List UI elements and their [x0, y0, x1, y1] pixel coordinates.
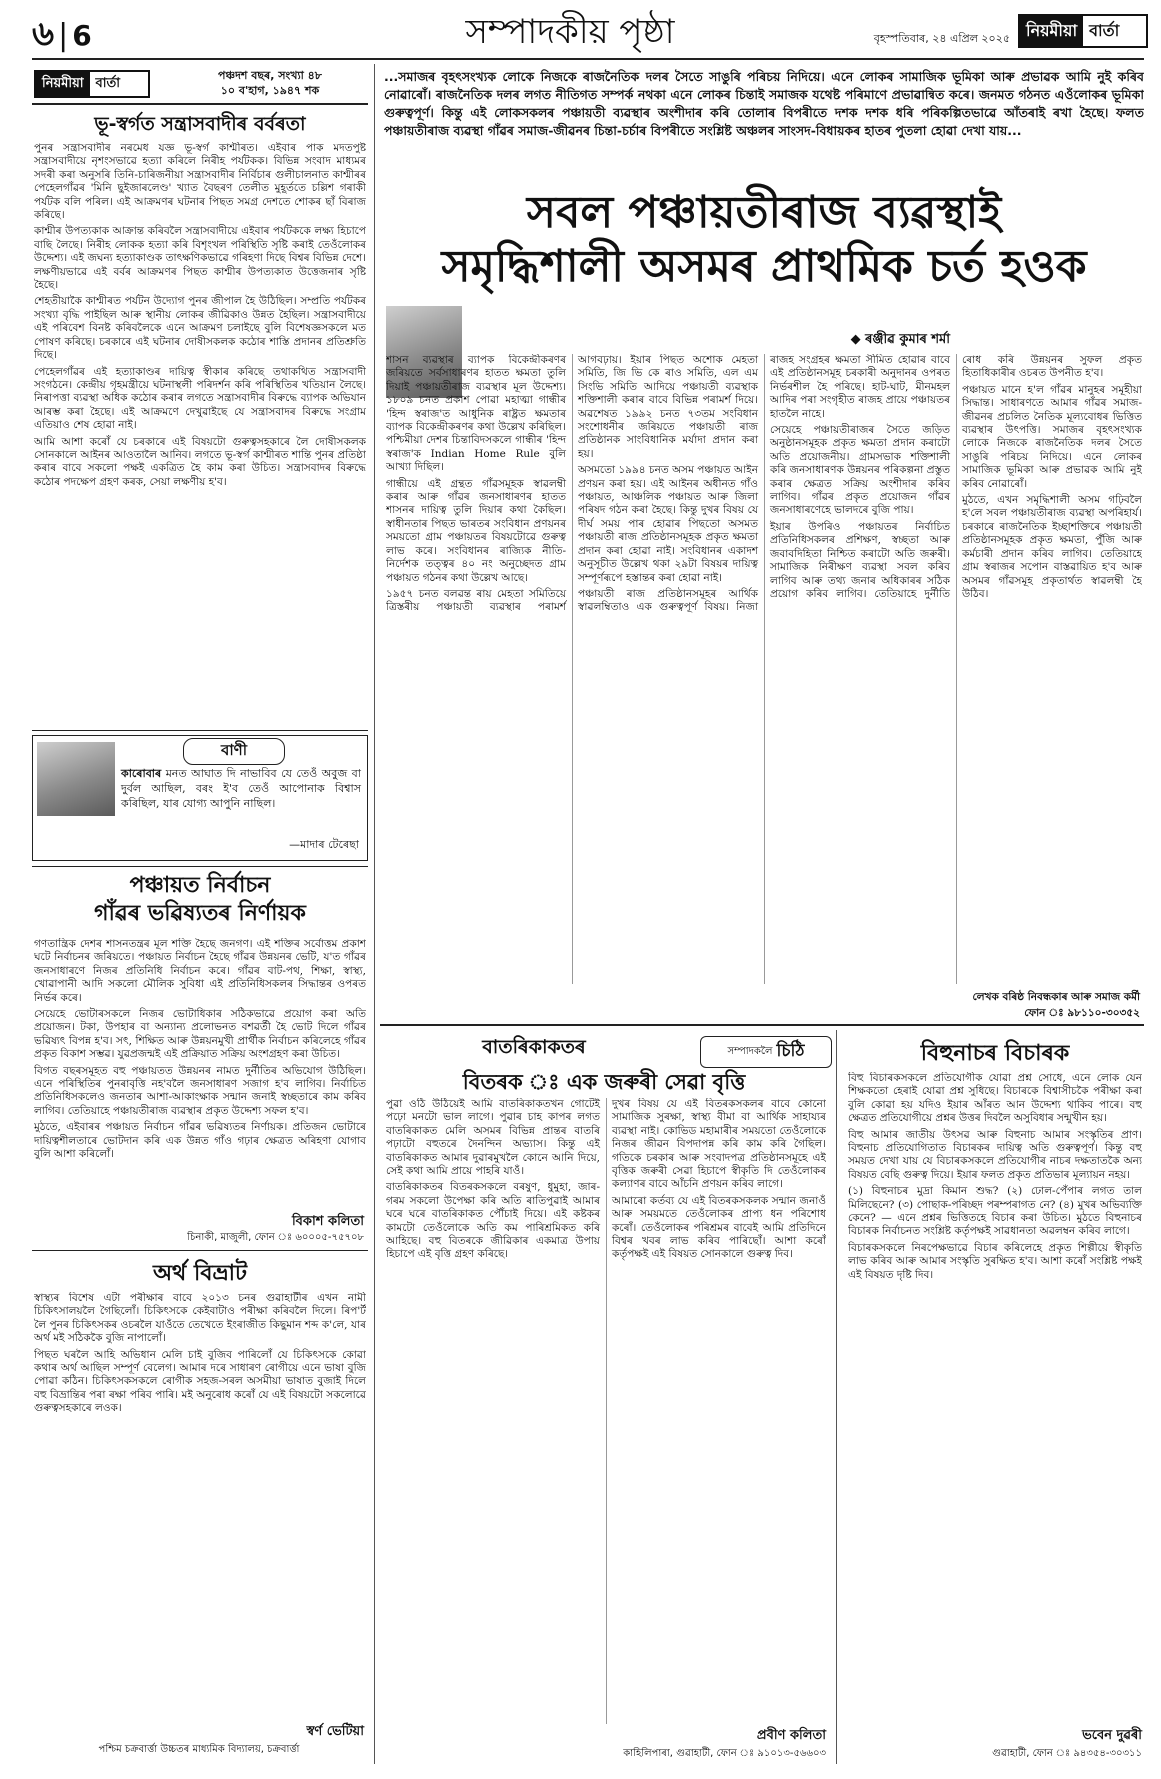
letter3-title: [384, 1034, 684, 1060]
letter4-paragraph: বিচাৰকসকলে নিৰপেক্ষভাৱে বিচাৰ কৰিলেহে প্ৰকৃত শিল্পীয়ে স্বীকৃতি লাভ কৰিব আৰু আমাৰ সংস্কৃতি সুৰক্ষিত হ'ব। আশা কৰোঁ সংশ্লিষ্ট পক্ষই এই বিষয়ত দৃষ্টি দিব।: [848, 1241, 1142, 1281]
letter3-body: [386, 1098, 826, 1724]
letter3-title-line1: বাতৰিকাকতৰ: [482, 1036, 586, 1058]
letter4-paragraph: (১) বিহুনাচৰ মুদ্ৰা কিমান শুদ্ধ? (২) ঢোল-পেঁপাৰ লগত তাল মিলিছেনে? (৩) পোছাক-পৰিচ্ছদ পৰম্পৰাগত নে? (৪) মুখৰ অভিব্যক্তি কেনে? — এনে প্ৰশ্নৰ ভিত্তিতহে বিচাৰ কৰা উচিত। মুঠতে বিহুনাচৰ বিচাৰক নিৰ্বাচনত সংশ্লিষ্ট কৰ্তৃপক্ষই সাৱধানতা অৱলম্বন কৰিব লাগে।: [848, 1185, 1142, 1238]
letter2-address: পশ্চিম চক্ৰবাৰ্ত্তা উচ্চতৰ মাধ্যমিক বিদ্যালয়, চক্ৰবাৰ্ত্তা: [98, 1744, 300, 1755]
main-headline: [384, 186, 1144, 294]
letter2-top-rule: [32, 1250, 368, 1251]
letter4-address: গুৱাহাটী, ফোন ঃ ৯৪৩৫৪-৩০৩১১: [992, 1748, 1142, 1759]
header-date: বৃহস্পতিবাৰ, ২৪ এপ্ৰিল ২০২৫: [873, 32, 1010, 45]
page-number-en: 6: [72, 19, 92, 52]
letter3-subtitle: বিতৰক ঃ এক জৰুৰী সেৱা বৃত্তি: [462, 1070, 746, 1094]
header-logo-part-a: নিয়মীয়া: [1020, 16, 1083, 46]
header-logo-part-b: বাৰ্তা: [1089, 20, 1120, 40]
letter1-title-line1: পঞ্চায়ত নিৰ্বাচন: [129, 873, 271, 898]
quote-author: —মাদাৰ টেৰেছা: [289, 838, 359, 851]
byline-name: ৰঞ্জীৱ কুমাৰ শৰ্মা: [865, 332, 950, 347]
article-paragraph: পঞ্চায়তী ৰাজ প্ৰতিষ্ঠানসমূহৰ আৰ্থিক স্বাৱলম্বিতাও এক গুৰুত্বপূৰ্ণ বিষয়। নিজা ৰাজহ সংগ্ৰহৰ ক্ষমতা সীমিত হোৱাৰ বাবে এই প্ৰতিষ্ঠানসমূহ চৰকাৰী অনুদানৰ ওপৰত নিৰ্ভৰশীল হৈ পৰিছে। হাট-ঘাট, মীনমহল আদিৰ পৰা সংগৃহীত ৰাজহ প্ৰায়ে পঞ্চায়তৰ হাতলৈ নাহে।: [578, 354, 950, 614]
letters-banner: [700, 1036, 832, 1068]
issue-line-1: পঞ্চদশ বছৰ, সংখ্যা ৪৮: [218, 69, 322, 82]
article-paragraph: গান্ধীয়ে এই গ্ৰন্থত গাঁৱসমূহক স্বাৱলম্বী কৰাৰ আৰু গাঁৱৰ জনসাধাৰণৰ হাতত শাসনৰ দায়িত্ব তুলি দিয়াৰ কথা কৈছিল। স্বাধীনতাৰ পিছত ভাৰতৰ সংবিধান প্ৰণয়নৰ সময়তো গ্ৰাম পঞ্চায়তৰ বিষয়টোৱে গুৰুত্ব লাভ কৰে। সংবিধানৰ ৰাজ্যিক নীতি-নিৰ্দেশক তত্ত্বৰ ৪০ নং অনুচ্ছেদত গ্ৰাম পঞ্চায়ত গঠনৰ কথা উল্লেখ আছে।: [386, 477, 566, 584]
letter2-body: [34, 1292, 366, 1710]
quote-body: মনত আঘাত দি নাভাবিব যে তেওঁ অবুজ বা দুৰ্বল আছিল, বৰং ই'ব তেওঁ আপোনাক বিশ্বাস কৰিছিল, যাৰ যোগ্য আপুনি নাছিল।: [121, 767, 361, 810]
letter4-body: [848, 1072, 1142, 1724]
editorial-paragraph: পেহেলগাঁৱৰ এই হত্যাকাণ্ডৰ দায়িত্ব স্বীকাৰ কৰিছে তথাকথিত সন্ত্ৰাসবাদী সংগঠনে। কেন্দ্ৰীয় গৃহমন্ত্ৰীয়ে ঘটনাস্থলী পৰিদৰ্শন কৰি পৰিস্থিতিৰ খতিয়ান লৈছে। নিৰাপত্তা ব্যৱস্থা অধিক কঠোৰ কৰাৰ লগতে সন্ত্ৰাসবাদীৰ বিৰুদ্ধে ব্যাপক অভিযান আৰম্ভ কৰা হৈছে। এই আক্ৰমণে দেখুৱাইছে যে সন্ত্ৰাসবাদৰ বিৰুদ্ধে সংগ্ৰাম এতিয়াও শেষ হোৱা নাই।: [34, 365, 366, 432]
editorial-bottom-rule: [32, 730, 368, 731]
header-logo: [1018, 14, 1148, 48]
section-title: সম্পাদকীয় পৃষ্ঠা: [465, 12, 675, 52]
letter2-paragraph: পিছত ঘৰলৈ আহি অভিধান মেলি চাই বুজিব পাৰিলোঁ যে চিকিৎসকে কোৱা কথাৰ অৰ্থ আছিল সম্পূৰ্ণ বেলেগ। আমাৰ দৰে সাধাৰণ ৰোগীয়ে এনে ভাষা বুজি পোৱা কঠিন। চিকিৎসকসকলে ৰোগীক সহজ-সৰল অসমীয়া ভাষাত বুজাই দিলে বহু বিভ্ৰান্তিৰ পৰা ৰক্ষা পৰিব পাৰি। মই অনুৰোধ কৰোঁ যে এই বিষয়টো সকলোৱে গুৰুত্বসহকাৰে লওক।: [34, 1348, 366, 1415]
main-article-body: [386, 354, 1142, 984]
letters-banner-main: চিঠি: [776, 1041, 805, 1061]
main-headline-line2: সমৃদ্ধিশালী অসমৰ প্ৰাথমিক চৰ্ত হওক: [441, 241, 1087, 292]
letter1-body: [34, 938, 366, 1210]
masthead-rule: [32, 103, 368, 105]
quote-author-photo: [37, 742, 115, 816]
letters-column-separator: [836, 1030, 837, 1764]
letter2-paragraph: স্বাস্থ্যৰ বিশেষ এটা পৰীক্ষাৰ বাবে ২০১৩ চনৰ গুৱাহাটীৰ এখন নামী চিকিৎসালয়লৈ গৈছিলোঁ। চিকিৎসকে কেইবাটাও পৰীক্ষা কৰিবলৈ দিলে। ৰিপ'ৰ্ট লৈ পুনৰ চিকিৎসকৰ ওচৰলৈ যাওঁতে তেখেতে ইংৰাজীত কিছুমান শব্দ ক'লে, যাৰ অৰ্থ মই সঠিককৈ বুজি নাপালোঁ।: [34, 1292, 366, 1345]
letter3-paragraph: পুৱা ওঠি উঠিয়েই আমি বাতৰিকাকতখন গোটেই পঢ়ো মনটো ভাল লাগে। পুৱাৰ চাহ কাপৰ লগত বাতৰিকাকত মেলি অসমৰ বিভিন্ন প্ৰান্তৰ বাতৰি পঢ়াটো বহুতৰে দৈনন্দিন অভ্যাস। কিন্তু এই বাতৰিকাকত আমাৰ দুৱাৰমুখলৈ কোনে আনি দিয়ে, সেই কথা আমি প্ৰায়ে পাহৰি যাওঁ।: [386, 1098, 600, 1178]
letter4-author: ভবেন দুৱৰী: [1082, 1728, 1142, 1743]
quote-box: [32, 735, 368, 861]
letter1-title: [32, 872, 368, 928]
article-paragraph: অসমতো ১৯৯৪ চনত অসম পঞ্চায়ত আইন প্ৰণয়ন কৰা হয়। এই আইনৰ অধীনত গাঁও পঞ্চায়ত, আঞ্চলিক পঞ্চায়ত আৰু জিলা পৰিষদ গঠন কৰা হৈছে। কিন্তু দুখৰ বিষয় যে দীৰ্ঘ সময় পাৰ হোৱাৰ পিছতো অসমত পঞ্চায়তী ৰাজ প্ৰতিষ্ঠানসমূহক প্ৰকৃত ক্ষমতা প্ৰদান কৰা হোৱা নাই। সংবিধানৰ একাদশ অনুসূচীত উল্লেখ থকা ২৯টা বিষয়ৰ দায়িত্ব সম্পূৰ্ণৰূপে হস্তান্তৰ কৰা হোৱা নাই।: [578, 464, 759, 584]
article-paragraph: সেয়েহে পঞ্চায়তীৰাজৰ সৈতে জড়িত অনুষ্ঠানসমূহক প্ৰকৃত ক্ষমতা প্ৰদান কৰাটো অতি প্ৰয়োজনীয়। গ্ৰামসভাক শক্তিশালী কৰি জনসাধাৰণক উন্নয়নৰ পৰিকল্পনা প্ৰস্তুত কৰাৰ ক্ষেত্ৰত সক্ৰিয় অংশীদাৰ কৰিব লাগিব। গাঁৱৰ প্ৰকৃত প্ৰয়োজন গাঁৱৰ জনসাধাৰণেহে ভালদৰে বুজি পায়।: [770, 424, 950, 517]
article-bottom-rule: [380, 1024, 1144, 1026]
letter1-paragraph: মুঠতে, এইবাৰৰ পঞ্চায়ত নিৰ্বাচন গাঁৱৰ ভৱিষ্যতৰ নিৰ্ণায়ক। প্ৰতিজন ভোটাৰে দায়িত্বশীলতাৰে ভোটদান কৰি এক উন্নত গাঁও গঢ়াৰ ক্ষেত্ৰত অৰিহণা যোগাব বুলি আশা কৰিলোঁ।: [34, 1121, 366, 1161]
editorial-paragraph: পুনৰ সন্ত্ৰাসবাদীৰ নৰমেধ যজ্ঞ ভূ-স্বৰ্গ কাশ্মীৰত। এইবাৰ পাক মদতপুষ্ট সন্ত্ৰাসবাদীয়ে নৃশংসভাৱে হত্যা কৰিলে নিৰীহ পৰ্যটকক। বিভিন্ন সংবাদ মাধ্যমৰ সদৰী কৰা অনুসৰি তিনি-চাৰিজনীয়া সন্ত্ৰাসবাদীৰ নিৰ্বিচাৰ গুলীচালনাত কাশ্মীৰৰ পেহেলগাঁৱৰ 'মিনি ছুইজাৰলেণ্ড' খ্যাত বৈছৰণ তেলীত মুহূৰ্ততে চল্লিশ গৰাকী পৰ্যটক বলি পৰিল। এই আক্ৰমণৰ ঘটনাৰ পিছত সমগ্ৰ দেশতে শোকৰ ছাঁ বিৰাজ কৰিছে।: [34, 142, 366, 222]
quote-text: [121, 766, 361, 811]
editorial-paragraph: কাশ্মীৰ উপত্যকাক আক্ৰান্ত কৰিবলৈ সন্ত্ৰাসবাদীয়ে এইবাৰ পৰ্যটককে লক্ষ্য হিচাপে বাছি লৈছে। নিৰীহ লোকক হত্যা কৰি বিশৃংখল পৰিস্থিতি সৃষ্টি কৰাই তেওঁলোকৰ উদ্দেশ্য। এই জঘন্য হত্যাকাণ্ডক তাৎক্ষণিকভাৱে গৰিহণা দিছে বিশ্বৰ বিভিন্ন দেশে। লক্ষণীয়ভাৱে এই বৰ্বৰ আক্ৰমণৰ পিছত কাশ্মীৰ উপত্যকাত উত্তেজনাৰ সৃষ্টি হৈছে।: [34, 225, 366, 292]
letter1-top-rule: [32, 866, 368, 867]
masthead-logo-part-b: বাৰ্তা: [95, 75, 121, 91]
editorial-paragraph: শেহতীয়াকৈ কাশ্মীৰত পৰ্যটন উদ্যোগ পুনৰ জীপাল হৈ উঠিছিল। সম্প্ৰতি পৰ্যটকৰ সংখ্যা বৃদ্ধি পাইছিল আৰু স্থানীয় লোকৰ জীৱিকাও উন্নত হৈছিল। সন্ত্ৰাসবাদীয়ে এই পৰিবেশ বিনষ্ট কৰিবলৈকে এনে আক্ৰমণ চলাইছে বুলি বিশেষজ্ঞসকলে মত পোষণ কৰিছে। চৰকাৰে এই ঘটনাৰ দোষীসকলক কঠোৰ শাস্তি প্ৰদানৰ প্ৰতিশ্ৰুতি দিছে।: [34, 295, 366, 362]
article-paragraph: ১৯৫৭ চনত বলৱন্ত ৰায় মেহতা সমিতিয়ে ত্ৰিস্তৰীয় পঞ্চায়তী ব্যৱস্থাৰ পৰামৰ্শ আগবঢ়ায়। ইয়াৰ পিছত অশোক মেহতা সমিতি, জি ভি কে ৰাও সমিতি, এল এম সিংভি সমিতি আদিয়ে পঞ্চায়তী ব্যৱস্থাক শক্তিশালী কৰাৰ বাবে বিভিন্ন পৰামৰ্শ দিয়ে। অৱশেষত ১৯৯২ চনত ৭৩তম সংবিধান সংশোধনীৰ জৰিয়তে পঞ্চায়তী ৰাজ প্ৰতিষ্ঠানক সাংবিধানিক মৰ্যাদা প্ৰদান কৰা হয়।: [386, 354, 758, 614]
masthead-logo-part-a: নিয়মীয়া: [36, 72, 90, 96]
article-paragraph: মুঠতে, এখন সমৃদ্ধিশালী অসম গঢ়িবলৈ হ'লে সবল পঞ্চায়তীৰাজ ব্যৱস্থা অপৰিহাৰ্য। চৰকাৰে ৰাজনৈতিক ইচ্ছাশক্তিৰে পঞ্চায়তী প্ৰতিষ্ঠানসমূহক প্ৰকৃত ক্ষমতা, পুঁজি আৰু কৰ্মচাৰী প্ৰদান কৰিব লাগিব। তেতিয়াহে গ্ৰাম স্বৰাজৰ সপোন বাস্তৱায়িত হ'ব আৰু অসমৰ গাঁৱসমূহ প্ৰকৃতাৰ্থত স্বাৱলম্বী হৈ উঠিব।: [962, 494, 1142, 600]
article-paragraph: পঞ্চায়ত মানে হ'ল গাঁৱৰ মানুহৰ সমূহীয়া সিদ্ধান্ত। সাধাৰণতে আমাৰ গাঁৱৰ সমাজ-জীৱনৰ প্ৰচলিত নৈতিক মূল্যবোধৰ ভিত্তিত ব্যৱস্থাৰ উৎপত্তি। সমাজৰ বৃহৎসংখ্যক লোকে নিজকে ৰাজনৈতিক দলৰ সৈতে সাঙুৰি পৰিচয় নিদিয়ে। এনে লোকৰ সামাজিক ভূমিকা আৰু প্ৰভাৱক আমি নুই কৰিব নোৱাৰোঁ।: [962, 383, 1142, 490]
letter2-title: অৰ্থ বিভ্ৰাট: [152, 1261, 248, 1286]
letter1-title-line2: গাঁৱৰ ভৱিষ্যতৰ নিৰ্ণায়ক: [94, 901, 306, 926]
letter1-author: বিকাশ কলিতা: [291, 1214, 364, 1229]
left-column-separator: [374, 64, 375, 1764]
intro-banner: ...সমাজৰ বৃহৎসংখ্যক লোকে নিজকে ৰাজনৈতিক দলৰ সৈতে সাঙুৰি পৰিচয় নিদিয়ে। এনে লোকৰ সামাজিক ভূমিকা আৰু প্ৰভাৱক আমি নুই কৰিব নোৱাৰোঁ। ৰাজনৈতিক দলৰ লগত নীতিগত সম্পৰ্ক নথকা এনে লোকৰ চিন্তাই সমাজক যথেষ্ট পৰিমাণে প্ৰভাৱান্বিত কৰে। জনমত গঠনত এওঁলোকৰ ভূমিকা গুৰুত্বপূৰ্ণ। কিন্তু এই লোকসকলৰ পঞ্চায়তী ব্যৱস্থাৰ অংশীদাৰ কৰি তোলাৰ বিপৰীতে দশক দশক ধৰি পৰিকল্পিতভাৱে আঁতৰাই ৰখা হৈছে। ফলত পঞ্চায়তীৰাজ ব্যৱস্থা গাঁৱৰ সমাজ-জীৱনৰ চিন্তা-চৰ্চাৰ বিপৰীতে সংশ্লিষ্ট অঞ্চলৰ সাংসদ-বিধায়কৰ হাতৰ পুতলা হোৱা দেখা যায়...: [384, 69, 1144, 138]
letter3-address: কাহিলিপাৰা, গুৱাহাটী, ফোন ঃ ৯১০১৩-৫৬৬০৩: [623, 1748, 826, 1759]
article-paragraph: ইয়াৰ উপৰিও পঞ্চায়তৰ নিৰ্বাচিত প্ৰতিনিধিসকলৰ প্ৰশিক্ষণ, স্বচ্ছতা আৰু জবাবদিহিতা নিশ্চিত কৰাটো অতি জৰুৰী। সামাজিক নিৰীক্ষণ ব্যৱস্থা সবল কৰিব লাগিব আৰু তথ্য জনাৰ অধিকাৰৰ সঠিক প্ৰয়োগ কৰিব লাগিব। তেতিয়াহে দুৰ্নীতি ৰোধ কৰি উন্নয়নৰ সুফল প্ৰকৃত হিতাধিকাৰীৰ ওচৰত উপনীত হ'ব।: [770, 354, 1142, 600]
masthead-logo: [34, 70, 150, 98]
letter1-paragraph: বিগত বছৰসমূহত বহু পঞ্চায়তত উন্নয়নৰ নামত দুৰ্নীতিৰ অভিযোগ উঠিছিল। এনে পৰিস্থিতিৰ পুনৰাবৃত্তি নহ'বলৈ জনসাধাৰণ সজাগ হ'ব লাগিব। নিৰ্বাচিত প্ৰতিনিধিসকলেও জনতাৰ আশা-আকাংক্ষাক সন্মান জনাই স্বচ্ছতাৰে কাম কৰিব লাগিব। তেতিয়াহে পঞ্চায়তীৰাজ ব্যৱস্থাৰ প্ৰকৃত উদ্দেশ্য সফল হ'ব।: [34, 1064, 366, 1117]
editorial-body: [34, 142, 366, 726]
page-number-bn: ৬: [32, 14, 55, 54]
author-note: লেখক বৰিষ্ঠ নিবন্ধকাৰ আৰু সমাজ কৰ্মী: [972, 991, 1140, 1003]
header-rule: [32, 58, 1144, 60]
byline-diamond-icon: ◆: [850, 332, 866, 347]
letter1-paragraph: গণতান্ত্ৰিক দেশৰ শাসনতন্ত্ৰৰ মূল শক্তি হৈছে জনগণ। এই শক্তিৰ সৰ্বোত্তম প্ৰকাশ ঘটে নিৰ্বাচনৰ জৰিয়তে। পঞ্চায়ত নিৰ্বাচন হৈছে গাঁৱৰ উন্নয়নৰ ভেটি, য'ত গাঁৱৰ জনসাধাৰণে নিজৰ প্ৰতিনিধি নিৰ্বাচন কৰে। গাঁৱৰ বাট-পথ, শিক্ষা, স্বাস্থ্য, খোৱাপানী আদি সকলো মৌলিক সুবিধা এই প্ৰতিনিধিসকলৰ সিদ্ধান্তৰ ওপৰত নিৰ্ভৰ কৰে।: [34, 938, 366, 1004]
main-headline-line1: সবল পঞ্চায়তীৰাজ ব্যৱস্থাই: [526, 187, 1002, 238]
letter4-paragraph: বিহু আমাৰ জাতীয় উৎসৱ আৰু বিহুনাচ আমাৰ সংস্কৃতিৰ প্ৰাণ। বিহুনাচ প্ৰতিযোগিতাত বিচাৰকৰ দায়িত্ব অতি গুৰুত্বপূৰ্ণ। কিন্তু বহু সময়ত দেখা যায় যে বিচাৰকসকলে প্ৰতিযোগীৰ নাচৰ দক্ষতাতকৈ অন্য বিষয়ত বেছি গুৰুত্ব দিয়ে। ইয়াৰ ফলত প্ৰকৃত প্ৰতিভাৰ মূল্যায়ন নহয়।: [848, 1128, 1142, 1181]
letter4-title: বিহুনাচৰ বিচাৰক: [920, 1041, 1070, 1066]
quote-lead: কাৰোবাৰ: [121, 767, 162, 780]
editorial-paragraph: আমি আশা কৰোঁ যে চৰকাৰে এই বিষয়টো গুৰুত্বসহকাৰে লৈ দোষীসকলক সোনকালে আইনৰ আওতালৈ আনিব। লগতে ভূ-স্বৰ্গ কাশ্মীৰত শান্তি পুনৰ প্ৰতিষ্ঠা কৰাৰ বাবে সকলো পক্ষই একত্ৰিত হৈ কাম কৰা উচিত। সন্ত্ৰাসবাদৰ বিৰুদ্ধে কঠোৰ পদক্ষেপ গ্ৰহণ কৰক, সেয়া লক্ষণীয় হ'ব।: [34, 435, 366, 488]
author-phone: ফোন ঃ ৯৮১১০-৩০৩৫২: [1024, 1007, 1140, 1019]
letter4-paragraph: বিহু বিচাৰকসকলে প্ৰতিযোগীক যোৱা প্ৰশ্ন সোধে, এনে লোক যেন শিক্ষকতো হেৰাই যোৱা প্ৰশ্ন সুধিছে। বিচাৰকে বিশ্বাসীচকৈ পৰীক্ষা কৰা বুলি কোৱা হয় যদিও ইয়াৰ আঁৰত আন উদ্দেশ্য থাকিব পাৰে। বহু ক্ষেত্ৰত প্ৰতিযোগীয়ে প্ৰশ্নৰ উত্তৰ দিবলৈ অসুবিধাৰ সন্মুখীন হয়।: [848, 1072, 1142, 1125]
letter1-address: চিনাকী, মাজুলী, ফোন ঃ ৬০০০৫-৭৫৭০৮: [187, 1232, 364, 1243]
quote-title: বাণী: [183, 738, 285, 765]
editorial-title: ভূ-স্বৰ্গত সন্ত্ৰাসবাদীৰ বৰ্বৰতা: [94, 113, 306, 135]
article-paragraph: শাসন ব্যৱস্থাৰ ব্যাপক বিকেন্দ্ৰীকৰণৰ জৰিয়তে সৰ্বসাধাৰণৰ হাতত ক্ষমতা তুলি দিয়াই পঞ্চায়তীৰাজ ব্যৱস্থাৰ মূল উদ্দেশ্য। ১৮০৯ চনত প্ৰকাশ পোৱা মহাত্মা গান্ধীৰ 'হিন্দ স্বৰাজ'ত আধুনিক ৰাষ্ট্ৰত ক্ষমতাৰ ব্যাপক বিকেন্দ্ৰীকৰণৰ কথা উল্লেখ কৰিছিল। পশ্চিমীয়া দেশৰ চিন্তাবিদসকলে গান্ধীৰ 'হিন্দ স্বৰাজ'ক Indian Home Rule বুলি আখ্যা দিছিল।: [386, 354, 566, 474]
letter3-paragraph: বাতৰিকাকতৰ বিতৰকসকলে বৰষুণ, ধুমুহা, জাৰ-গৰম সকলো উপেক্ষা কৰি অতি ৰাতিপুৱাই আমাৰ ঘৰে ঘৰে বাতৰিকাকত পৌঁচাই দিয়ে। এই কষ্টকৰ কামটো তেওঁলোকে অতি কম পাৰিশ্ৰমিকত কৰি আহিছে। বহু বিতৰকে জীৱিকাৰ একমাত্ৰ উপায় হিচাপে এই বৃত্তি গ্ৰহণ কৰিছে।: [386, 1181, 600, 1261]
byline: [700, 330, 950, 351]
issue-info: [185, 68, 355, 98]
letter1-paragraph: সেয়েহে ভোটাৰসকলে নিজৰ ভোটাধিকাৰ সঠিকভাৱে প্ৰয়োগ কৰা অতি প্ৰয়োজন। টকা, উপহাৰ বা অন্যান্য প্ৰলোভনত বশৱৰ্তী হৈ ভোট দিলে গাঁৱৰ ভৱিষ্যৎ বিপন্ন হ'ব। সৎ, শিক্ষিত আৰু উন্নয়নমুখী প্ৰাৰ্থীক নিৰ্বাচন কৰিলেহে গাঁৱৰ প্ৰকৃত বিকাশ সম্ভৱ। যুৱপ্ৰজন্মই এই প্ৰক্ৰিয়াত সক্ৰিয় অংশগ্ৰহণ কৰা উচিত।: [34, 1008, 366, 1061]
issue-line-2: ১০ ব'হাগ, ১৯৪৭ শক: [220, 84, 320, 97]
letter3-paragraph: আমাৰো কৰ্তব্য যে এই বিতৰকসকলক সন্মান জনাওঁ আৰু সময়মতে তেওঁলোকৰ প্ৰাপ্য ধন পৰিশোধ কৰোঁ। তেওঁলোকৰ পৰিশ্ৰমৰ বাবেই আমি প্ৰতিদিনে বিশ্বৰ খবৰ লাভ কৰিব পাৰিছোঁ। আশা কৰোঁ কৰ্তৃপক্ষই এই বিষয়ত সোনকালে গুৰুত্ব দিব।: [612, 1194, 826, 1261]
letters-banner-pre: সম্পাদকলৈ: [727, 1045, 773, 1057]
letter3-author: প্ৰবীণ কলিতা: [756, 1728, 826, 1743]
page-number: ৬ | 6: [32, 14, 92, 54]
letter2-author: স্বৰ্ণ ভেটিয়া: [306, 1724, 364, 1739]
letter3-paragraph: দুখৰ বিষয় যে এই বিতৰকসকলৰ বাবে কোনো সামাজিক সুৰক্ষা, স্বাস্থ্য বীমা বা আৰ্থিক সাহায্যৰ ব্যৱস্থা নাই। কোভিড মহামাৰীৰ সময়তো তেওঁলোকে নিজৰ জীৱন বিপদাপন্ন কৰি কাম কৰি গৈছিল। গতিকে চৰকাৰ আৰু সংবাদপত্ৰ প্ৰতিষ্ঠানসমূহে এই বৃত্তিক জৰুৰী সেৱা হিচাপে স্বীকৃতি দি তেওঁলোকৰ কল্যাণৰ বাবে আঁচনি প্ৰণয়ন কৰিব লাগে।: [612, 1098, 826, 1191]
